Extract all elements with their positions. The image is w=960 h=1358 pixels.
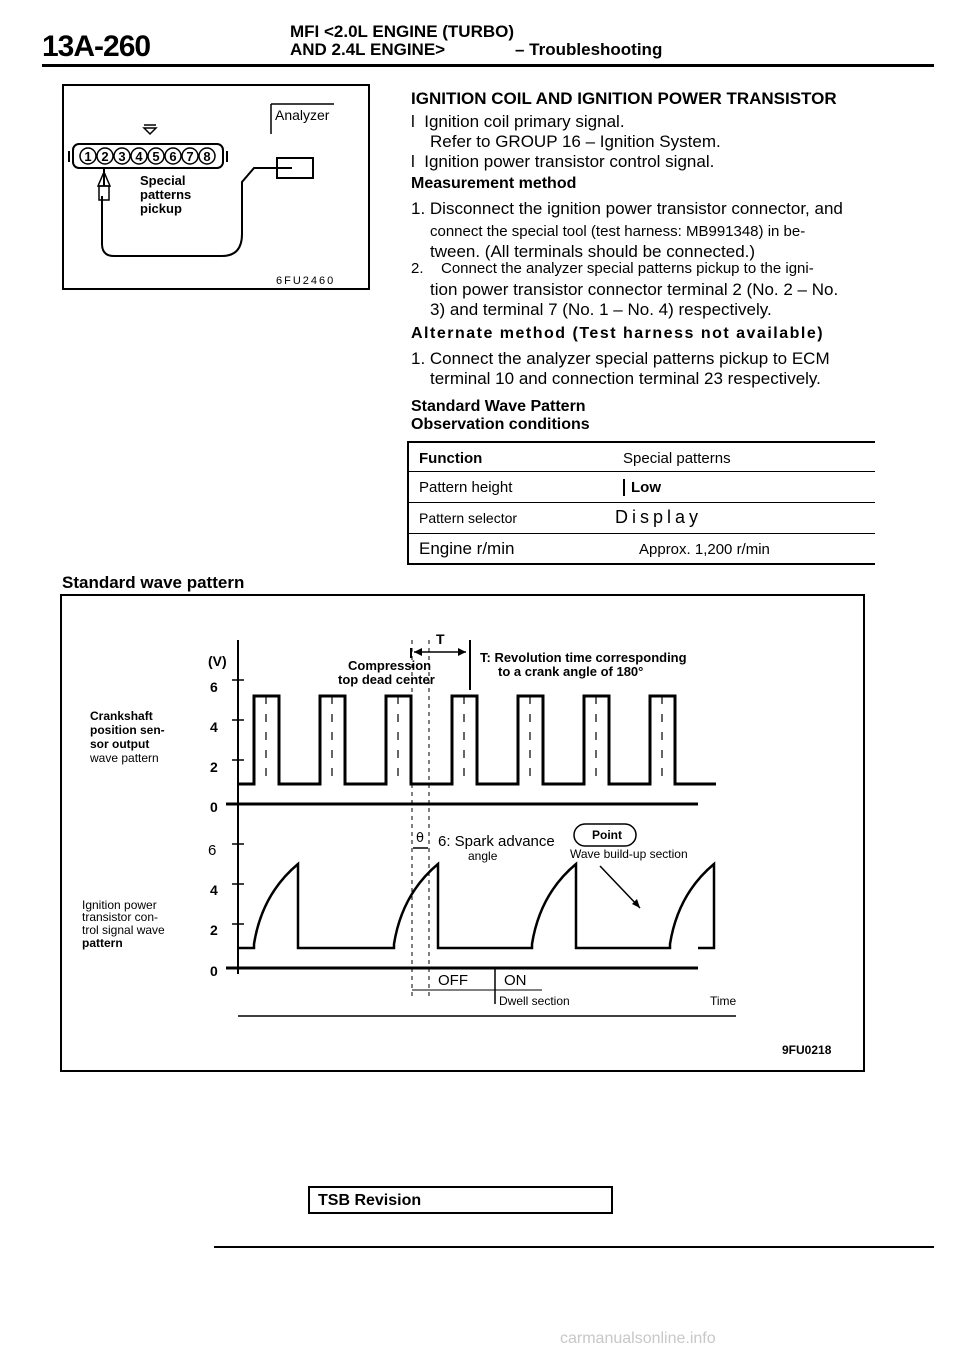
ign-label-2: transistor con-	[82, 910, 159, 924]
analyzer-label: Analyzer	[275, 107, 330, 123]
pickup-label-2: patterns	[140, 187, 192, 202]
pickup-label-1: Special	[140, 173, 186, 188]
crank-label-1: Crankshaft	[90, 709, 153, 723]
tick-top-4: 4	[210, 719, 218, 735]
step2-line-a: Connect the analyzer special patterns pickup to the igni-	[441, 260, 814, 277]
header-section: – Troubleshooting	[515, 40, 663, 59]
header-rule	[42, 64, 934, 67]
figure1-code: 6FU2460	[276, 275, 336, 287]
table-cell-label: Pattern selector	[419, 510, 518, 526]
connector-pin-label: 8	[203, 149, 211, 164]
t-symbol: T	[436, 631, 445, 647]
bullet-dot: l	[411, 112, 425, 131]
standard-wave-heading: Standard Wave Pattern	[411, 398, 586, 415]
connector-pin-label: 4	[135, 149, 143, 164]
measurement-heading: Measurement method	[411, 175, 577, 192]
connector-pin-label: 2	[101, 149, 109, 164]
tick-bottom-4: 4	[210, 882, 218, 898]
figure2-code: 9FU0218	[782, 1043, 832, 1057]
connector-pin-label: 3	[118, 149, 126, 164]
time-label: Time	[710, 994, 737, 1008]
theta-symbol: θ	[416, 831, 424, 846]
table-row	[409, 441, 875, 472]
header-title-line1: MFI <2.0L ENGINE (TURBO)	[290, 22, 515, 41]
off-label: OFF	[438, 972, 468, 989]
wave-pattern-figure	[60, 594, 865, 1072]
table-row	[409, 534, 875, 565]
tdc-label-1: Compression	[348, 658, 432, 673]
step2-line-c: 3) and terminal 7 (No. 1 – No. 4) respectively.	[430, 300, 772, 319]
step1-line-a: 1. Disconnect the ignition power transistor connector, and	[411, 199, 843, 218]
tdc-label-2: top dead center	[338, 672, 435, 687]
ign-label-4: pattern	[82, 936, 123, 950]
tsb-revision-box: TSB Revision	[308, 1186, 613, 1214]
section-title: IGNITION COIL AND IGNITION POWER TRANSISTOR	[411, 89, 837, 108]
table-row	[409, 503, 875, 534]
wave-buildup-label: Wave build-up section	[570, 847, 688, 861]
ign-label-1: Ignition power	[82, 898, 157, 912]
table-cell-label: Pattern height	[419, 479, 513, 496]
wave-pattern-drawing	[62, 596, 863, 1070]
bullet-1: Ignition coil primary signal.	[424, 112, 625, 131]
ignition-wave	[238, 864, 714, 948]
tick-bottom-0: 0	[210, 963, 218, 979]
step1-line-c: tween. (All terminals should be connected.)	[430, 242, 756, 261]
tick-bottom-6: 6	[208, 842, 217, 859]
spark-advance-angle: angle	[468, 849, 498, 863]
tick-top-6: 6	[210, 679, 218, 695]
page-number: 13A-260	[42, 30, 151, 63]
tick-top-0: 0	[210, 799, 218, 815]
bullet-2-row	[411, 151, 714, 173]
table-cell-value: Display	[615, 507, 703, 527]
connector-pin-label: 6	[169, 149, 177, 164]
table-cell-label: Engine r/min	[419, 539, 515, 558]
header-title-line2: AND 2.4L ENGINE>	[290, 40, 446, 59]
dwell-section-label: Dwell section	[499, 994, 570, 1008]
alt1-line-b: terminal 10 and connection terminal 23 respectively.	[430, 369, 821, 388]
bullet-2: Ignition power transistor control signal.	[424, 152, 715, 171]
unit-label: (V)	[208, 653, 227, 669]
analyzer-connection-drawing	[64, 86, 368, 288]
crankshaft-wave	[238, 696, 716, 784]
step1-line-b: connect the special tool (test harness: MB991348) in be-	[430, 223, 806, 240]
observation-heading: Observation conditions	[411, 416, 590, 433]
alternate-heading: Alternate method (Test harness not available)	[411, 325, 825, 342]
point-label: Point	[592, 828, 622, 842]
crank-label-2: position sen-	[90, 723, 165, 737]
pickup-label-3: pickup	[140, 201, 182, 216]
standard-wave-pattern-heading: Standard wave pattern	[62, 573, 245, 592]
table-cell-value: Approx. 1,200 r/min	[639, 541, 770, 558]
crank-label-3: sor output	[90, 737, 150, 751]
table-cell-label: Function	[419, 450, 483, 467]
spark-advance-label: 6: Spark advance	[438, 833, 555, 850]
footer-rule	[214, 1246, 934, 1248]
crankshaft-wave-line	[238, 696, 716, 784]
on-label: ON	[504, 972, 527, 989]
ign-label-3: trol signal wave	[82, 923, 165, 937]
connector-pin-label: 5	[152, 149, 160, 164]
connector-pin-label: 1	[84, 149, 92, 164]
ignition-wave-line	[238, 864, 714, 948]
table-row	[409, 472, 875, 503]
connector-pin-label: 7	[186, 149, 194, 164]
analyzer-connection-figure	[62, 84, 370, 290]
watermark: carmanualsonline.info	[560, 1330, 716, 1347]
tick-top-2: 2	[210, 759, 218, 775]
step2-number: 2.	[411, 260, 424, 277]
step2-line-b: tion power transistor connector terminal 2 (No. 2 – No.	[430, 280, 839, 299]
observation-conditions-table	[407, 441, 875, 565]
crank-label-4: wave pattern	[90, 751, 159, 765]
t-description-2: to a crank angle of 180°	[498, 664, 644, 679]
table-cell-value: Special patterns	[623, 450, 731, 467]
tick-bottom-2: 2	[210, 922, 218, 938]
bullet-1-row	[411, 111, 625, 133]
t-description-1: T: Revolution time corresponding	[480, 650, 687, 665]
bullet-1-sub: Refer to GROUP 16 – Ignition System.	[430, 132, 721, 151]
bullet-dot: l	[411, 152, 425, 171]
table-cell-value: Low	[623, 479, 661, 496]
alt1-line-a: 1. Connect the analyzer special patterns pickup to ECM	[411, 349, 830, 368]
